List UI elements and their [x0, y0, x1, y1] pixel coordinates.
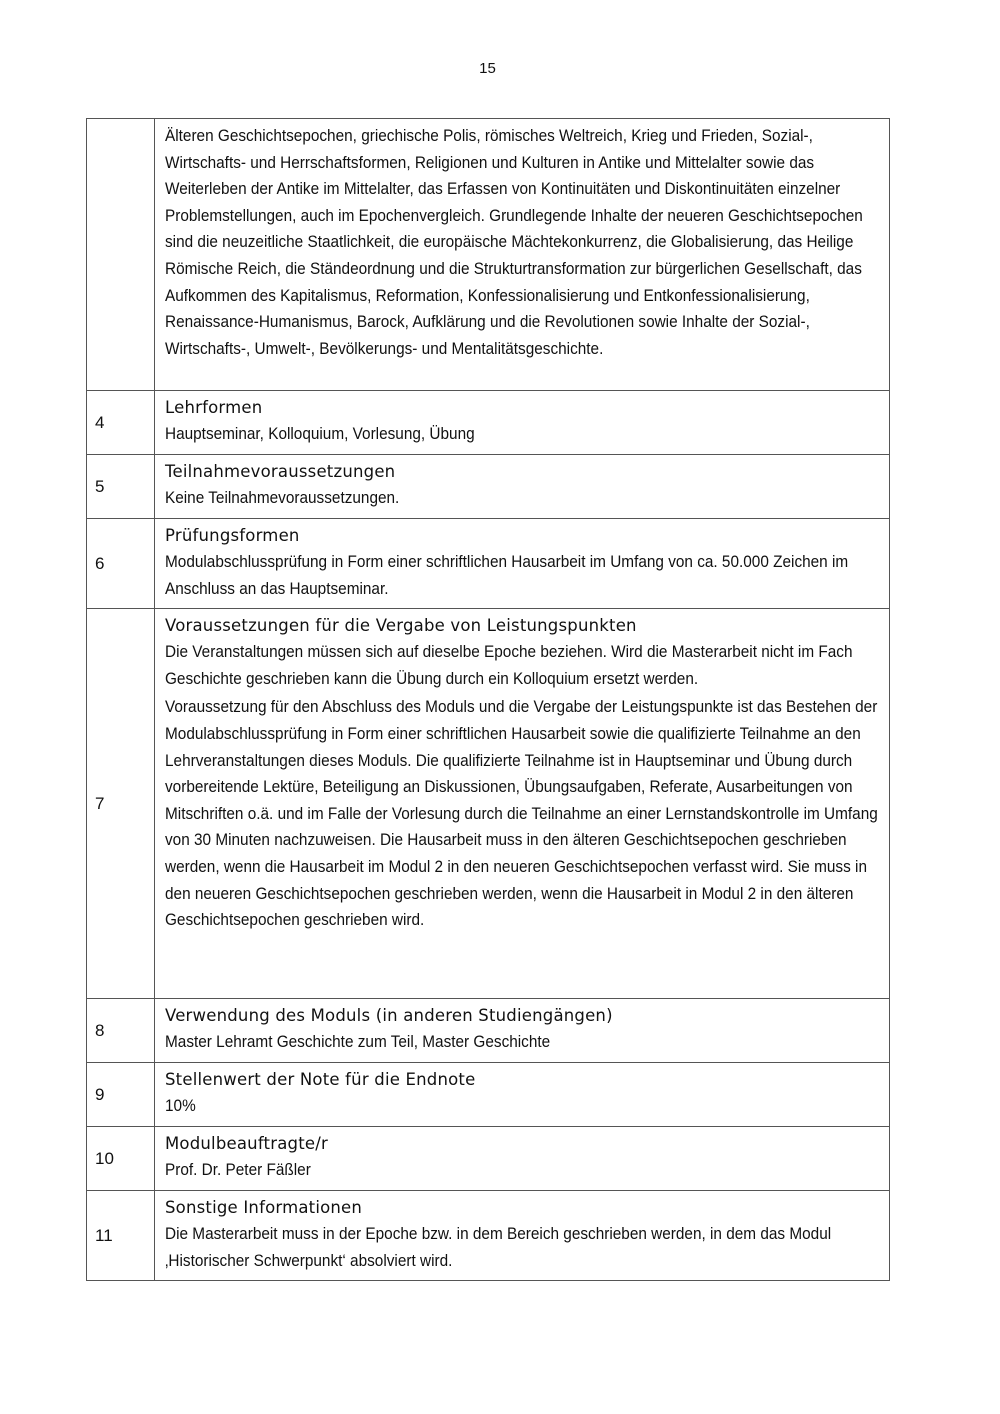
row-heading: Prüfungsformen [165, 526, 300, 545]
row-heading: Modulbeauftragte/r [165, 1134, 328, 1154]
row-number [87, 119, 155, 391]
row-paragraph: Prof. Dr. Peter Fäßler [165, 1161, 311, 1180]
row-number: 9 [87, 1063, 155, 1127]
row-number: 11 [87, 1191, 155, 1281]
row-paragraph: 10% [165, 1097, 196, 1116]
row-content [155, 1191, 890, 1281]
table-row-modulbeauftragte [87, 1127, 890, 1191]
row-heading: Sonstige Informationen [165, 1198, 363, 1218]
row-number: 8 [87, 999, 155, 1063]
row-paragraph: Voraussetzung für den Abschluss des Moduls und die Vergabe der Leistungspunkte ist das Bestehen der Modulabschlussprüfung in Form einer schriftlichen Hausarbeit sowie die qualifizierte Teilnahme an den Lehrveranstaltungen dieses Moduls. Die qualifizierte Teilnahme ist in Hauptseminar und Übung durch vorbereitende Lektüre, Beteiligung an Diskussionen, Übungsaufgaben, Referate, Ausarbeitungen von Mitschriften o.ä. und im Falle der Vorlesung durch die Teilnahme an einer Lernstandskontrolle im Umfang von 30 Minuten nachzuweisen. Die Hausarbeit muss in den älteren Geschichtsepochen geschrieben werden, wenn die Hausarbeit im Modul 2 in den neueren Geschichtsepochen verfasst wird. Sie muss in den neueren Geschichtsepochen geschrieben werden, wenn die Hausarbeit in Modul 2 in den älteren Geschichtsepochen geschrieben wird. [165, 698, 878, 930]
row-content [155, 999, 890, 1063]
row-paragraph: Älteren Geschichtsepochen, griechische Polis, römisches Weltreich, Krieg und Frieden, Sozial-, Wirtschafts- und Herrschaftsformen, Religionen und Kulturen in Antike und Mittelalter sowie das Weiterleben der Antike im Mittelalter, das Erfassen von Kontinuitäten und Diskontinuitäten einzelner Problemstellungen, auch im Epochenvergleich. Grundlegende Inhalte der neueren Geschichtsepochen sind die neuzeitliche Staatlichkeit, die europäische Mächtekonkurrenz, die Globalisierung, das Heilige Römische Reich, die Ständeordnung und die Strukturtransformation zur bürgerlichen Gesellschaft, das Aufkommen des Kapitalismus, Reformation, Konfessionalisierung und Entkonfessionalisierung, Renaissance-Humanismus, Barock, Aufklärung und die Revolutionen sowie Inhalte der Sozial-, Wirtschafts-, Umwelt-, Bevölkerungs- und Mentalitätsgeschichte. [165, 127, 863, 358]
module-table [86, 118, 890, 1281]
row-heading: Teilnahmevoraussetzungen [165, 462, 396, 481]
row-content [155, 609, 890, 999]
row-heading: Lehrformen [165, 398, 263, 417]
row-content [155, 1063, 890, 1127]
row-number: 4 [87, 391, 155, 455]
row-paragraph: Keine Teilnahmevoraussetzungen. [165, 489, 400, 507]
table-row-stellenwert [87, 1063, 890, 1127]
row-heading: Verwendung des Moduls (in anderen Studiengängen) [165, 1006, 613, 1026]
row-heading: Stellenwert der Note für die Endnote [165, 1070, 476, 1090]
row-paragraph: Die Masterarbeit muss in der Epoche bzw. in dem Bereich geschrieben werden, in dem das Modul ‚Historischer Schwerpunkt‘ absolviert wird. [165, 1225, 832, 1270]
row-content [155, 455, 890, 519]
table-row-lehrformen [87, 391, 890, 455]
table-row-leistungspunkte [87, 609, 890, 999]
row-number: 5 [87, 455, 155, 519]
row-content [155, 391, 890, 455]
row-number: 10 [87, 1127, 155, 1191]
row-content [155, 1127, 890, 1191]
row-paragraph: Hauptseminar, Kolloquium, Vorlesung, Übung [165, 425, 475, 443]
table-row-teilnahmevoraussetzungen [87, 455, 890, 519]
row-number: 6 [87, 519, 155, 609]
table-row-sonstige-informationen [87, 1191, 890, 1281]
row-paragraph: Die Veranstaltungen müssen sich auf dieselbe Epoche beziehen. Wird die Masterarbeit nicht im Fach Geschichte geschrieben kann die Übung durch ein Kolloquium ersetzt werden. [165, 643, 853, 688]
row-paragraph: Master Lehramt Geschichte zum Teil, Master Geschichte [165, 1033, 551, 1052]
page-number: 15 [479, 60, 496, 77]
row-heading: Voraussetzungen für die Vergabe von Leistungspunkten [165, 616, 637, 636]
row-number: 7 [87, 609, 155, 999]
table-row-pruefungsformen [87, 519, 890, 609]
row-content [155, 519, 890, 609]
table-row-continuation [87, 119, 890, 391]
table-row-verwendung [87, 999, 890, 1063]
row-content [155, 119, 890, 391]
row-paragraph: Modulabschlussprüfung in Form einer schriftlichen Hausarbeit im Umfang von ca. 50.000 Zeichen im Anschluss an das Hauptseminar. [165, 553, 849, 598]
